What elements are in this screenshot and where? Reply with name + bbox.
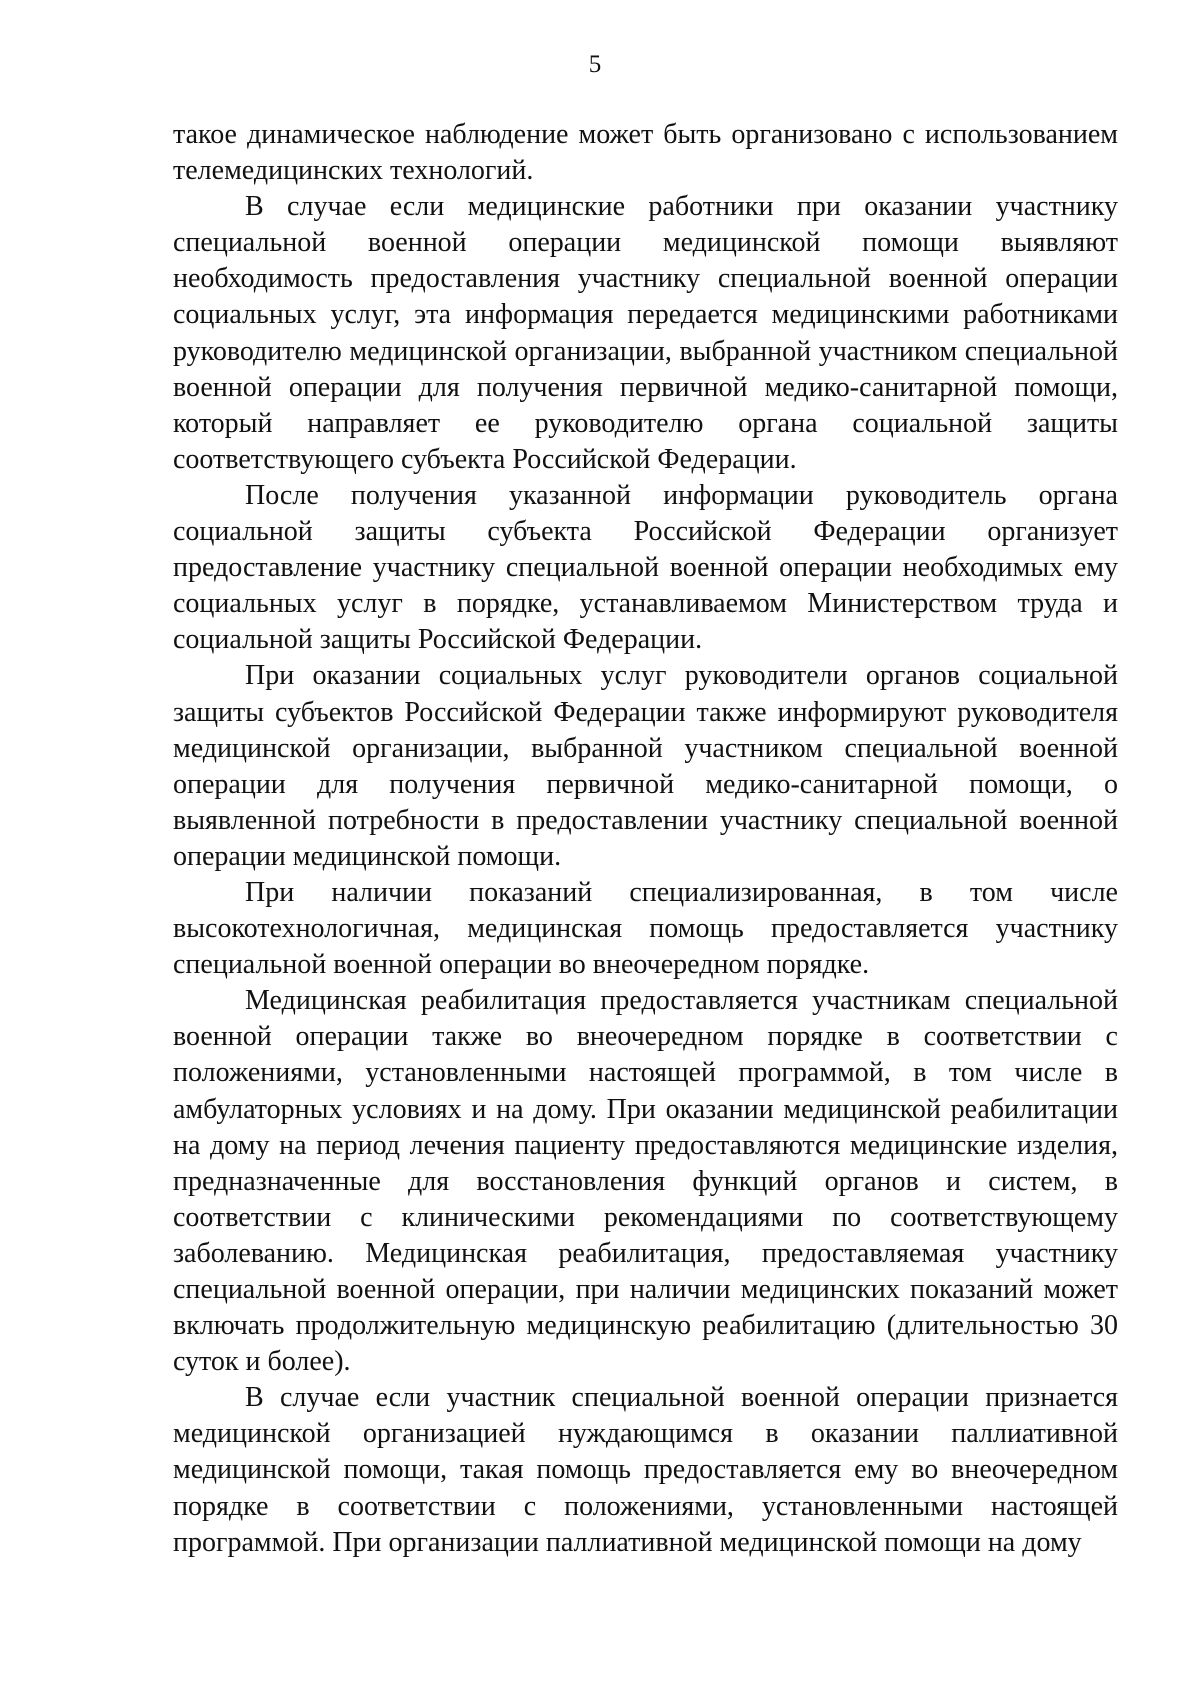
document-body [173, 117, 1118, 1561]
paragraph-social-services-need: В случае если медицинские работники при оказании участнику специальной военной операции медицинской помощи выявляют необходимость предоставления участнику специальной военной операции социальных услуг, эта информация передается медицинскими работниками руководителю медицинской организации, выбранной участником специальной военной операции для получения первичной медико-санитарной помощи, который направляет ее руководителю органа социальной защиты соответствующего субъекта Российской Федерации. [173, 191, 1118, 475]
paragraph-medical-rehabilitation: Медицинская реабилитация предоставляется участникам специальной военной операции также во внеочередном порядке в соответствии с положениями, установленными настоящей программой, в том числе в амбулаторных условиях и на дому. При оказании медицинской реабилитации на дому на период лечения пациенту предоставляются медицинские изделия, предназначенные для восстановления функций органов и систем, в соответствии с клиническими рекомендациями по соответствующему заболеванию. Медицинская реабилитация, предоставляемая участнику специальной военной операции, при наличии медицинских показаний может включать продолжительную медицинскую реабилитацию (длительностью 30 суток и более). [173, 985, 1118, 1378]
paragraph-specialized-care: При наличии показаний специализированная, в том числе высокотехнологичная, медицинская помощь предоставляется участнику специальной военной операции во внеочередном порядке. [173, 876, 1118, 981]
paragraph-informing-medical-organization: При оказании социальных услуг руководители органов социальной защиты субъектов Российской Федерации также информируют руководителя медицинской организации, выбранной участником специальной военной операции для получения первичной медико-санитарной помощи, о выявленной потребности в предоставлении участнику специальной военной операции медицинской помощи. [173, 660, 1118, 872]
page-number: 5 [588, 51, 602, 78]
paragraph-continuation: такое динамическое наблюдение может быть организовано с использованием телемедицинских технологий. [173, 119, 1118, 187]
paragraph-palliative-care: В случае если участник специальной военной операции признается медицинской организацией нуждающимся в оказании паллиативной медицинской помощи, такая помощь предоставляется ему во внеочередном порядке в соответствии с положениями, установленными настоящей программой. При организации паллиативной медицинской помощи на дому [173, 1382, 1118, 1558]
paragraph-social-services-provision: После получения указанной информации руководитель органа социальной защиты субъекта Российской Федерации организует предоставление участнику специальной военной операции необходимых ему социальных услуг в порядке, устанавливаемом Министерством труда и социальной защиты Российской Федерации. [173, 479, 1118, 656]
